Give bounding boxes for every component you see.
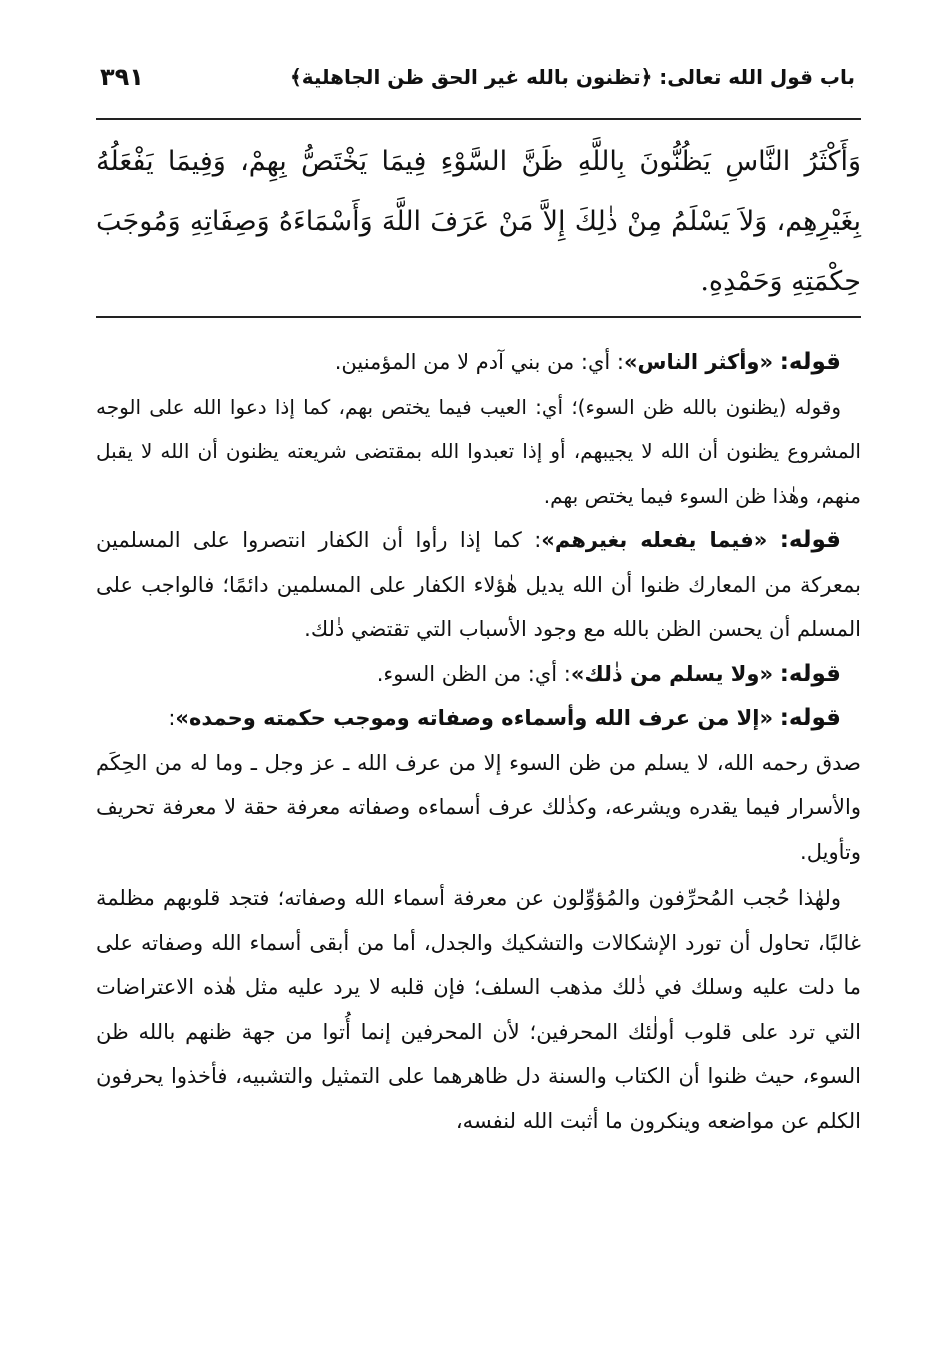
commentary [96,340,861,1143]
paragraph-text: : أي: من بني آدم لا من المؤمنين. [334,350,624,374]
commentary-paragraph-3 [96,518,861,652]
header-divider [96,118,861,120]
quoted-phrase: «فيما يفعله بغيرهم» [541,528,768,552]
commentary-paragraph-6: صدق رحمه الله، لا يسلم من ظن السوء إلا من عرف الله ـ عز وجل ـ وما له من الحِكَم والأسرار فيما يقدره ويشرعه، وكذٰلك عرف أسماءه وصفاته معرفة حقة لا معرفة تحريف وتأويل. [96,750,861,864]
qawluh-label: قوله: [779,705,841,731]
paragraph-text: : كما إذا رأوا أن الكفار انتصروا على المسلمين بمعركة من المعارك ظنوا أن الله يديل هٰؤلاء الكفار على المسلمين دائمًا؛ فالواجب على المسلم أن يحسن الظن بالله مع وجود الأسباب التي تقتضي ذٰلك. [96,528,861,641]
matn-text: وَأَكْثَرُ النَّاسِ يَظُنُّونَ بِاللَّهِ ظَنَّ السَّوْءِ فِيمَا يَخْتَصُّ بِهِمْ، وَفِيمَا يَفْعَلُهُ بِغَيْرِهِم، وَلاَ يَسْلَمُ مِنْ ذٰلِكَ إِلاَّ مَنْ عَرَفَ اللَّهَ وَأَسْمَاءَهُ وَصِفَاتِهِ وَمُوجَبَ حِكْمَتِهِ وَحَمْدِهِ. [96,146,861,297]
qawluh-label: قوله: [779,527,841,553]
commentary-paragraph-1 [96,340,861,385]
commentary-paragraph-2: وقوله (يظنون بالله ظن السوء)؛ أي: العيب فيما يختص بهم، كما إذا دعوا الله على الوجه المشروع يظنون أن الله لا يجيبهم، أو إذا تعبدوا الله بمقتضى شريعته يظنون أن الله لا يقبل منهم، وهٰذا ظن السوء فيما يختص بهم. [96,394,861,508]
commentary-paragraph-5 [96,696,861,741]
quoted-phrase: «إلا من عرف الله وأسماءه وصفاته وموجب حكمته وحمده» [175,706,774,730]
commentary-paragraph-4 [96,652,861,697]
quoted-phrase: «ولا يسلم من ذٰلك» [570,661,774,686]
paragraph-text: : [168,706,176,730]
page-number: ٣٩١ [100,63,144,91]
commentary-paragraph-7: ولهٰذا حُجب المُحرِّفون والمُؤوِّلون عن معرفة أسماء الله وصفاته؛ فتجد قلوبهم مظلمة غالبًا، تحاول أن تورد الإشكالات والتشكيك والجدل، أما من أبقى أسماء الله وصفاته على ما دلت عليه وسلك في ذٰلك مذهب السلف؛ فإن قلبه لا يرد عليه مثل هٰذه الاعتراضات التي ترد على قلوب أولٰئك المحرفين؛ لأن المحرفين إنما أُتوا من جهة ظنهم بالله ظن السوء، حيث ظنوا أن الكتاب والسنة دل ظاهرهما على التمثيل والتشبيه، فأخذوا يحرفون الكلم عن مواضعه وينكرون ما أثبت الله لنفسه، [96,886,861,1133]
qawluh-label: قوله: [779,660,841,687]
page-header [100,52,855,102]
chapter-title: باب قول الله تعالى: ﴿تظنون بالله غير الحق ظن الجاهلية﴾ [289,65,855,89]
paragraph-text: : أي: من الظن السوء. [376,661,571,686]
matn-divider [96,316,861,318]
quoted-phrase: «وأكثر الناس» [623,350,774,374]
qawluh-label: قوله: [779,349,841,375]
